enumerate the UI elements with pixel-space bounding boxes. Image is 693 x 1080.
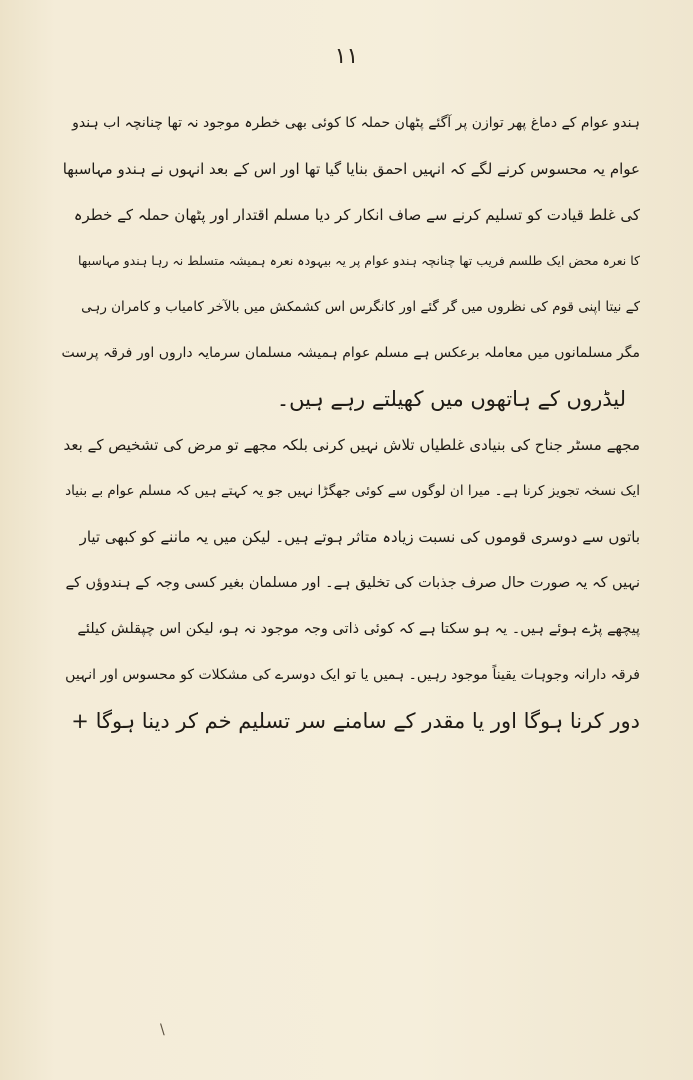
text-line: نہیں کہ یہ صورت حال صرف جذبات کی تخلیق ہے۔ اور مسلمان بغیر کسی وجہ کے ہندوؤں کے [65, 575, 640, 591]
text-line: عوام یہ محسوس کرنے لگے کہ انہیں احمق بنایا گیا تھا اور اس کے بعد انہوں نے ہندو مہاسبھا [62, 160, 640, 178]
text-line: کا نعرہ محض ایک طلسم فریب تھا چنانچہ ہندو عوام پر یہ بیہودہ نعرہ ہمیشہ متسلط نہ رہا ہندو مہاسبھا [78, 253, 640, 268]
text-line: مگر مسلمانوں میں معاملہ برعکس ہے مسلم عوام ہمیشہ مسلمان سرمایہ داروں اور فرقہ پرست [62, 345, 640, 361]
text-line: ہندو عوام کے دماغ پھر توازن پر آگئے پٹھان حملہ کا کوئی بھی خطرہ موجود نہ تھا چنانچہ اب ہندو [72, 115, 640, 131]
text-line: فرقہ دارانہ وجوہات یقیناً موجود رہیں۔ ہمیں یا تو ایک دوسرے کی مشکلات کو محسوس اور انہیں [65, 667, 640, 683]
text-line: مجھے مسٹر جناح کی بنیادی غلطیاں تلاش نہیں کرنی بلکہ مجھے تو مرض کی تشخیص کے بعد [63, 436, 640, 454]
text-line: کے نیتا اپنی قوم کی نظروں میں گر گئے اور کانگرس اس کشمکش میں بالآخر کامیاب و کامران رہی [81, 299, 640, 315]
body-text [62, 100, 640, 744]
text-line: باتوں سے دوسری قوموں کی نسبت زیادہ متاثر ہوتے ہیں۔ لیکن میں یہ ماننے کو کبھی تیار [79, 528, 640, 546]
text-line: ایک نسخہ تجویز کرنا ہے۔ میرا ان لوگوں سے کوئی جھگڑا نہیں جو یہ کہتے ہیں کہ مسلم عوام بے بنیاد [65, 483, 640, 499]
text-line: لیڈروں کے ہاتھوں میں کھیلتے رہے ہیں۔ [276, 387, 626, 411]
text-line: پیچھے پڑے ہوئے ہیں۔ یہ ہو سکتا ہے کہ کوئی ذاتی وجہ موجود نہ ہو، لیکن اس چپقلش کیلئے [77, 621, 640, 637]
text-line: دور کرنا ہوگا اور یا مقدر کے سامنے سر تسلیم خم کر دینا ہوگا + [71, 709, 640, 733]
page-number: ۱۱ [334, 44, 359, 69]
page-mark: \ [160, 1022, 165, 1038]
text-line: کی غلط قیادت کو تسلیم کرنے سے صاف انکار کر دیا مسلم اقتدار اور پٹھان حملہ کے خطرہ [73, 206, 640, 224]
